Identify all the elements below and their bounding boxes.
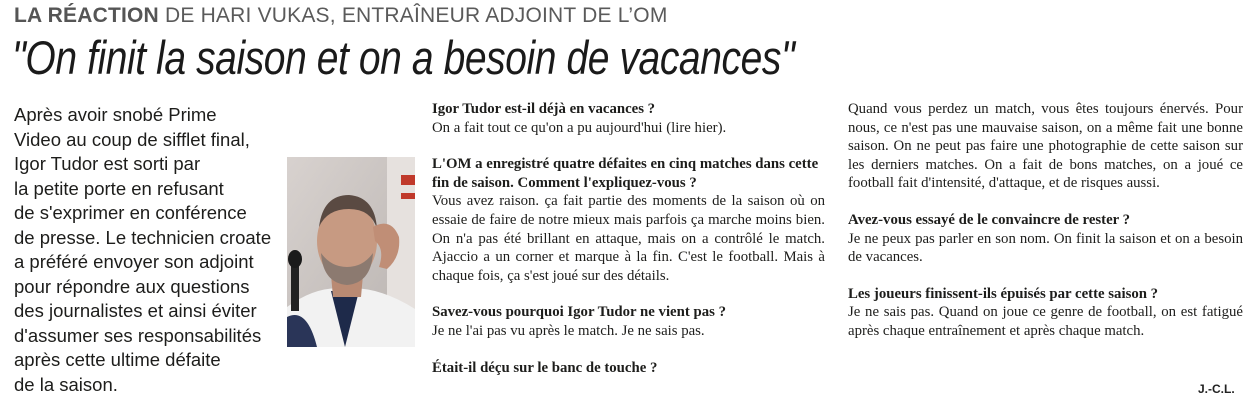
kicker-lead: LA RÉACTION — [14, 4, 159, 27]
answer: On a fait tout ce qu'on a pu aujourd'hui (lire hier). — [432, 119, 727, 136]
question: Était-il déçu sur le banc de touche ? — [432, 359, 658, 376]
answer: Quand vous perdez un match, vous êtes toujours énervés. Pour nous, ce n'est pas une mauvaise saison, on a même fait une bonne saison. On ne peut pas faire une photographie de cette saison sur les derniers matches. On a fait de bons matches, on a joué ce football fait d'intensité, d'attaque, et de risques aussi. — [848, 101, 1243, 192]
intro-line: d'assumer ses responsabilités — [14, 324, 262, 346]
question: Savez-vous pourquoi Igor Tudor ne vient pas ? — [432, 304, 726, 321]
question: L'OM a enregistré quatre défaites en cinq matches dans cette fin de saison. Comment l'expliquez-vous ? — [432, 156, 819, 191]
kicker-rest: DE HARI VUKAS, ENTRAÎNEUR ADJOINT DE L’OM — [158, 4, 668, 27]
intro-line: Après avoir snobé Prime — [14, 104, 217, 125]
answer: Je ne sais pas. Quand on joue ce genre de football, on est fatigué après chaque entraînement et après chaque match. — [848, 304, 1243, 339]
question: Avez-vous essayé de le convaincre de rester ? — [848, 211, 1131, 228]
intro-line: a préféré envoyer son adjoint — [14, 251, 254, 272]
intro-line: Video au coup de sifflet final, — [14, 128, 250, 150]
article-kicker — [14, 4, 668, 28]
answer: Vous avez raison. ça fait partie des moments de la saison où on essaie de faire de notre mieux mais parfois ça marche moins bien. On n'a pas été brillant en attaque, mais on a contrôlé le match. Ajaccio a un corner et marque à la fin. C'est le football. Mais à chaque fois, ça s'est joué sur des détails. — [432, 193, 825, 284]
headline: "On finit la saison et on a besoin de vacances" — [12, 31, 795, 84]
answer: Je ne l'ai pas vu après le match. Je ne sais pas. — [432, 322, 705, 339]
intro-line: de s'exprimer en conférence — [14, 202, 247, 223]
intro-line: des journalistes et ainsi éviter — [14, 300, 257, 321]
author-signature: J.-C.L. — [1198, 382, 1235, 396]
intro-line: de presse. Le technicien croate — [14, 226, 272, 248]
intro-line: après cette ultime défaite — [14, 349, 221, 370]
intro-line: de la saison. — [14, 373, 118, 395]
question: Igor Tudor est-il déjà en vacances ? — [432, 101, 656, 117]
answer: Je ne peux pas parler en son nom. On finit la saison et on a besoin de vacances. — [848, 230, 1243, 266]
question: Les joueurs finissent-ils épuisés par cette saison ? — [848, 285, 1159, 302]
intro-line: Igor Tudor est sorti par — [14, 153, 201, 174]
interview-column-2 — [432, 100, 825, 377]
intro-line: pour répondre aux questions — [14, 275, 250, 297]
intro-line: la petite porte en refusant — [14, 177, 224, 199]
interview-column-3 — [848, 100, 1243, 341]
intro-paragraph — [14, 103, 284, 397]
coach-photo — [287, 157, 415, 347]
